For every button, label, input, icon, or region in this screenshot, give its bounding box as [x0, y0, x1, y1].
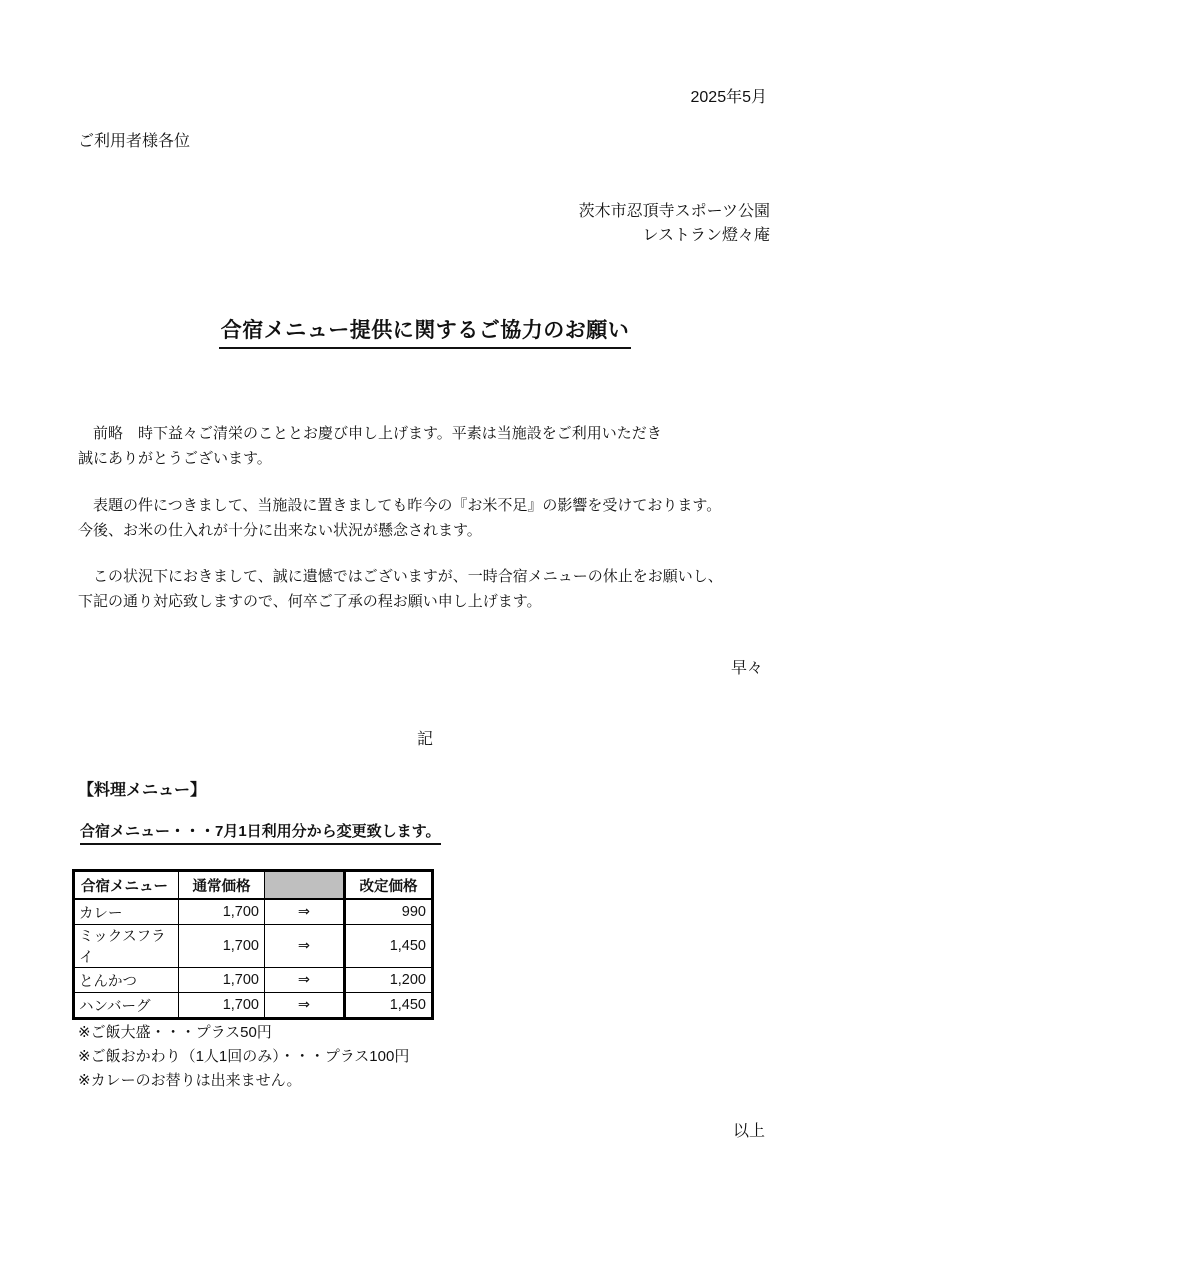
revised-price-cell: 1,450	[345, 925, 433, 968]
paragraph-line: 表題の件につきまして、当施設に置きましても昨今の『お米不足』の影響を受けております。	[78, 497, 722, 514]
paragraph-line: 今後、お米の仕入れが十分に出来ない状況が懸念されます。	[78, 522, 482, 539]
section-heading-menu: 【料理メニュー】	[78, 782, 207, 799]
header-blank-gray-cell	[265, 871, 345, 900]
note-large-rice: ※ご飯大盛・・・プラス50円	[78, 1024, 272, 1041]
revised-price-cell: 1,450	[345, 993, 433, 1019]
document-title: 合宿メニュー提供に関するご協力のお願い	[219, 314, 632, 349]
document-title-wrap	[72, 314, 778, 349]
recipient-line: ご利用者様各位	[78, 133, 191, 150]
paragraph-request	[78, 564, 738, 614]
menu-name-cell: ハンバーグ	[74, 993, 179, 1019]
notes-block	[78, 1021, 409, 1093]
menu-name-cell: ミックスフライ	[74, 925, 179, 968]
normal-price-cell: 1,700	[179, 899, 265, 925]
table-caption-wrap	[80, 820, 441, 845]
header-camp-menu: 合宿メニュー	[74, 871, 179, 900]
sender-block	[72, 200, 770, 248]
revised-price-cell: 990	[345, 899, 433, 925]
table-row	[74, 968, 433, 993]
closing-haya-haya: 早々	[730, 660, 763, 677]
table-caption: 合宿メニュー・・・7月1日利用分から変更致します。	[80, 820, 441, 845]
sender-park-name: 茨木市忍頂寺スポーツ公園	[578, 203, 770, 220]
arrow-cell: ⇒	[265, 968, 345, 993]
paragraph-line: 前略 時下益々ご清栄のこととお慶び申し上げます。平素は当施設をご利用いただき	[78, 425, 662, 442]
table-header-row	[74, 871, 433, 900]
paragraph-line: 誠にありがとうございます。	[78, 450, 272, 467]
menu-price-table	[72, 869, 434, 1020]
paragraph-line: 下記の通り対応致しますので、何卒ご了承の程お願い申し上げます。	[78, 593, 542, 610]
arrow-cell: ⇒	[265, 993, 345, 1019]
paragraph-greeting	[78, 421, 738, 471]
arrow-cell: ⇒	[265, 925, 345, 968]
header-normal-price: 通常価格	[179, 871, 265, 900]
menu-name-cell: とんかつ	[74, 968, 179, 993]
table-row	[74, 993, 433, 1019]
normal-price-cell: 1,700	[179, 968, 265, 993]
table-row	[74, 899, 433, 925]
note-curry: ※カレーのお替りは出来ません。	[78, 1072, 302, 1089]
paragraph-line: この状況下におきまして、誠に遺憾ではございますが、一時合宿メニューの休止をお願いし、	[78, 568, 723, 585]
sender-restaurant-name: レストラン燈々庵	[642, 227, 770, 244]
normal-price-cell: 1,700	[179, 993, 265, 1019]
header-revised-price: 改定価格	[345, 871, 433, 900]
normal-price-cell: 1,700	[179, 925, 265, 968]
note-refill: ※ご飯おかわり（1人1回のみ）・・・プラス100円	[78, 1048, 410, 1065]
arrow-cell: ⇒	[265, 899, 345, 925]
menu-name-cell: カレー	[74, 899, 179, 925]
ki-mark: 記	[416, 731, 433, 748]
revised-price-cell: 1,200	[345, 968, 433, 993]
table-row	[74, 925, 433, 968]
menu-price-table-wrap	[72, 869, 434, 1020]
end-mark-ijou: 以上	[732, 1123, 765, 1140]
paragraph-rice-shortage	[78, 493, 738, 543]
date-line: 2025年5月	[690, 89, 767, 106]
